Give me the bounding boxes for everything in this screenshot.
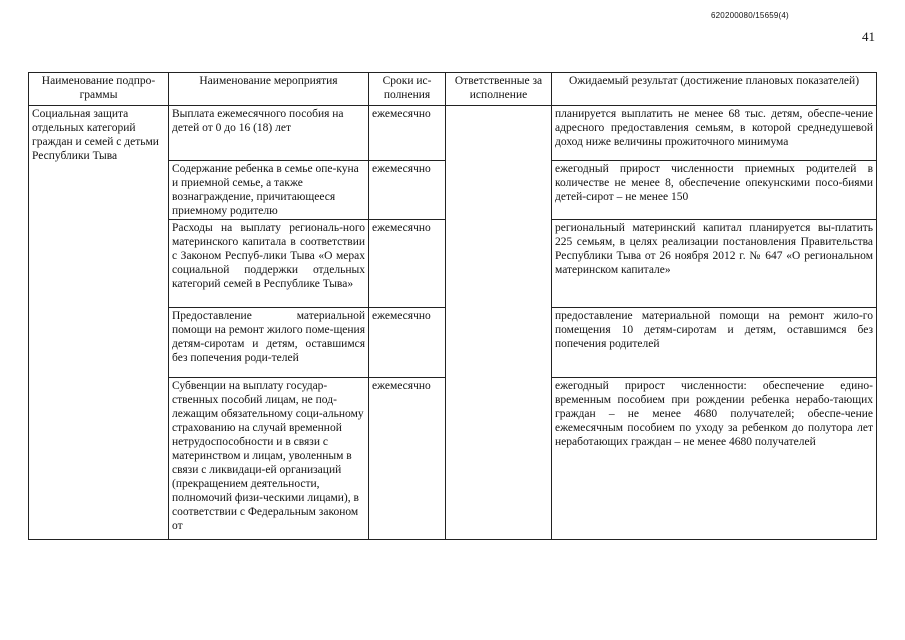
activity-cell: Предоставление материальной помощи на ремонт жилого поме-щения детям-сиротам и детям, оставшимся без попечения роди-телей (169, 308, 369, 378)
column-header-term: Сроки ис-полнения (369, 73, 446, 106)
column-header-subprogram: Наименование подпро-граммы (29, 73, 169, 106)
column-header-activity: Наименование мероприятия (169, 73, 369, 106)
result-cell: региональный материнский капитал планируется вы-платить 225 семьям, в целях реализации постановления Правительства Республики Тыва от 26 ноября 2012 г. № 647 «О региональном материнском капитале» (552, 220, 877, 308)
column-header-result: Ожидаемый результат (достижение плановых показателей) (552, 73, 877, 106)
result-cell: ежегодный прирост численности приемных родителей в количестве не менее 8, обеспечение опекунскими посо-биями детей-сирот – не менее 150 (552, 161, 877, 220)
activity-cell: Содержание ребенка в семье опе-куна и приемной семье, а также вознаграждение, причитающееся приемному родителю (169, 161, 369, 220)
subprogram-cell: Социальная защита отдельных категорий граждан и семей с детьми Республики Тыва (29, 106, 169, 540)
term-cell: ежемесячно (369, 378, 446, 540)
result-cell: планируется выплатить не менее 68 тыс. детям, обеспе-чение адресного предоставления семьям, в которой среднедушевой доход ниже величины прожиточного минимума (552, 106, 877, 161)
table-row (29, 106, 877, 161)
result-cell: ежегодный прирост численности: обеспечение едино-временным пособием при рождении ребенка нерабо-тающих граждан – не менее 4680 получателей; обеспе-чение ежемесячным пособием по уходу за ребенком до полутора лет неработающих граждан – не менее 4680 получателей (552, 378, 877, 540)
table-header-row (29, 73, 877, 106)
term-cell: ежемесячно (369, 161, 446, 220)
page-number: 41 (862, 29, 875, 44)
activity-cell: Субвенции на выплату государ-ственных пособий лицам, не под-лежащим обязательному соци-альному страхованию на случай временной нетрудоспособности и в связи с материнством и лицам, уволенным в связи с ликвидаци-ей организаций (прекращением деятельности, полномочий физи-ческими лицами), в соответствии с Федеральным законом от (169, 378, 369, 540)
term-cell: ежемесячно (369, 220, 446, 308)
result-cell: предоставление материальной помощи на ремонт жило-го помещения 10 детям-сиротам и детям, оставшимся без попечения родителей (552, 308, 877, 378)
document-code: 620200080/15659(4) (711, 11, 789, 20)
activity-cell: Расходы на выплату региональ-ного материнского капитала в соответствии с Законом Респуб-лики Тыва «О мерах социальной поддержки отдельных категорий семей в Республике Тыва» (169, 220, 369, 308)
program-activities-table (28, 72, 877, 540)
activity-cell: Выплата ежемесячного пособия на детей от 0 до 16 (18) лет (169, 106, 369, 161)
term-cell: ежемесячно (369, 308, 446, 378)
column-header-responsible: Ответственные за исполнение (446, 73, 552, 106)
term-cell: ежемесячно (369, 106, 446, 161)
responsible-cell (446, 106, 552, 540)
